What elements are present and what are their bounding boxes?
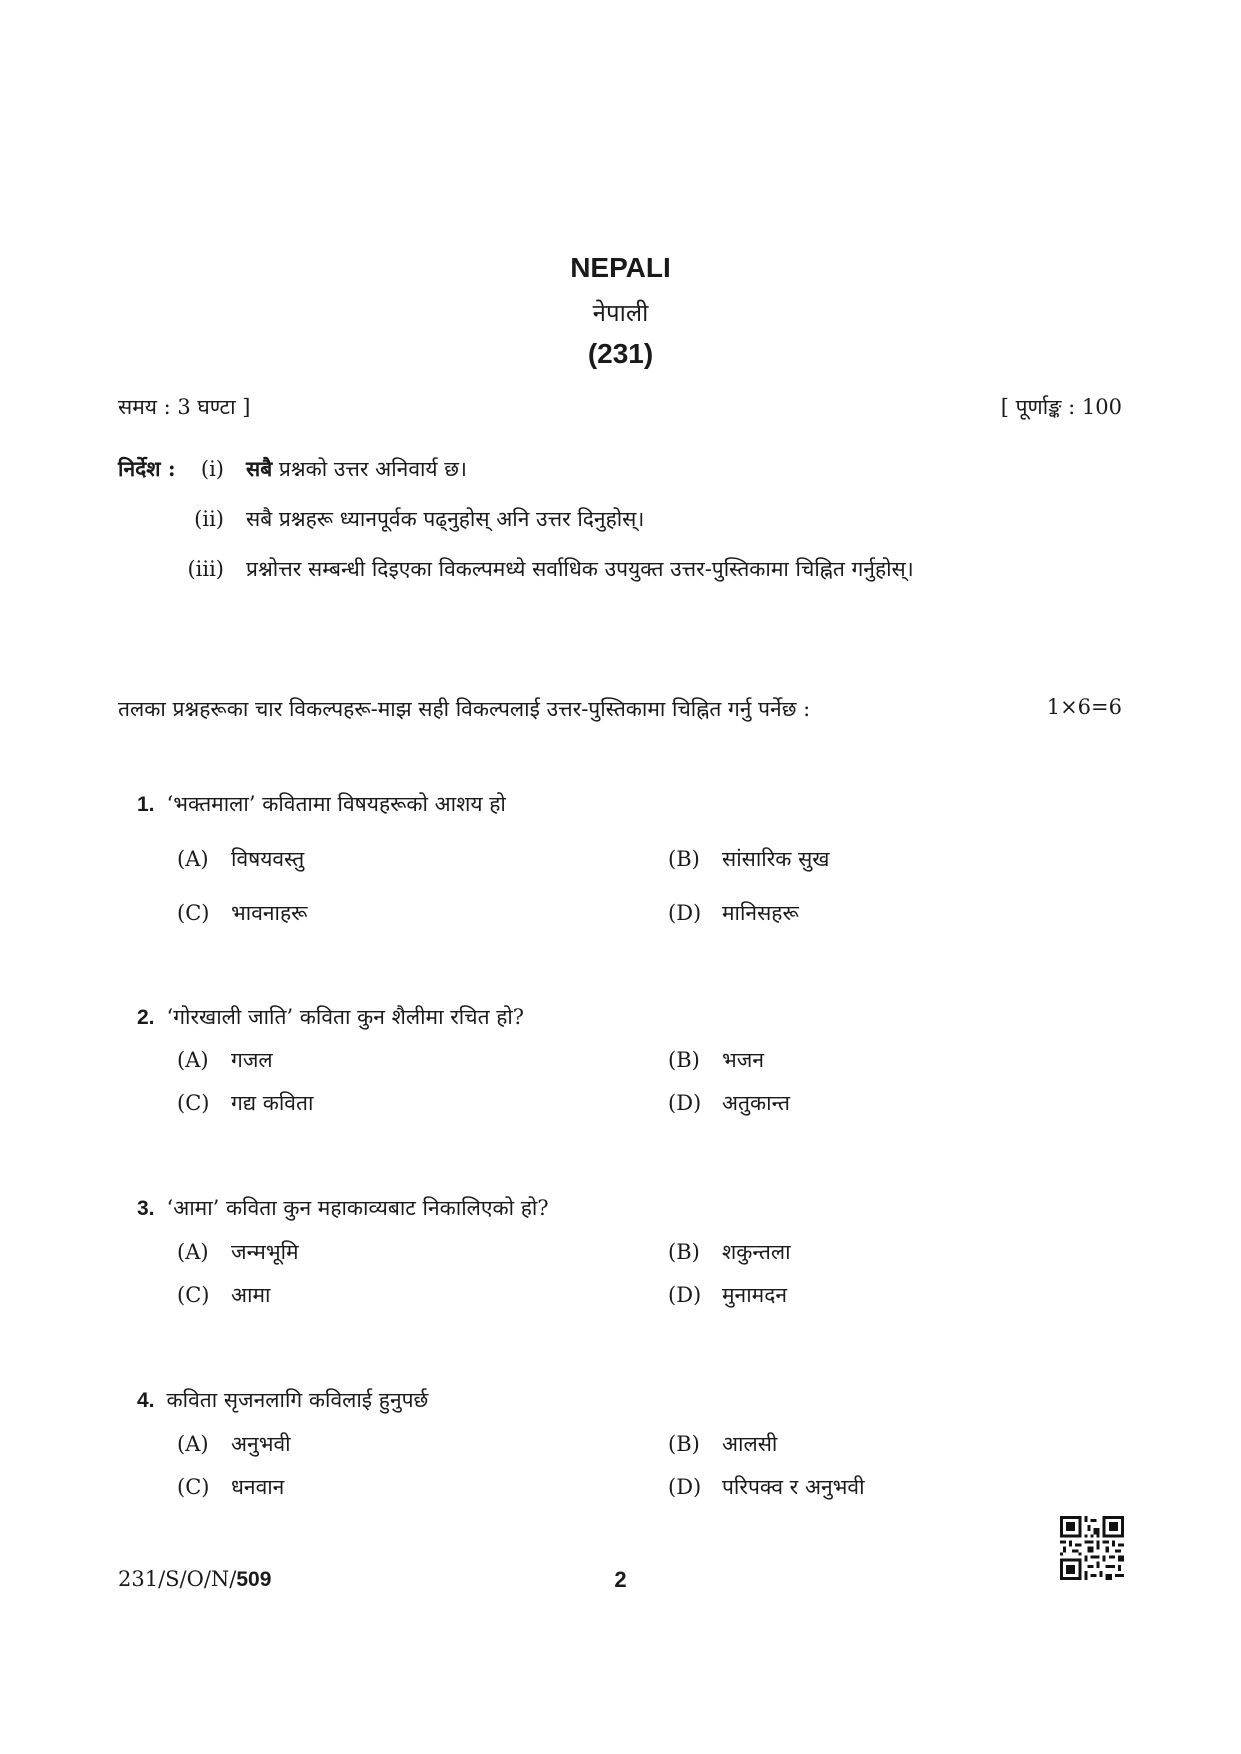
option-label: (D) [668,1475,702,1499]
option-label: (B) [668,1240,700,1264]
option-text: अतुकान्त [722,1091,791,1115]
option-c [177,1089,313,1117]
section-marks: 1×6=6 [1046,695,1122,719]
option-label: (D) [668,1091,702,1115]
option-c [177,899,307,927]
question-text: ‘गोरखाली जाति’ कविता कुन शैलीमा रचित हो? [166,1005,525,1029]
direction-text: सबै प्रश्नहरू ध्यानपूर्वक पढ्नुहोस् अनि उत्तर दिनुहोस्। [246,507,645,531]
option-text: आमा [231,1283,271,1307]
question-number: 3. [137,1197,155,1220]
qr-code-icon [1060,1516,1124,1580]
option-label: (C) [177,901,210,925]
question-text: ‘आमा’ कविता कुन महाकाव्यबाट निकालिएको हो? [166,1196,549,1220]
option-d [668,1281,787,1309]
direction-emphasis: सबै [246,456,273,481]
subject-title-english: NEPALI [570,252,671,283]
option-a [177,1046,273,1074]
option-label: (B) [668,847,700,871]
option-d [668,1089,790,1117]
direction-text: प्रश्नोत्तर सम्बन्धी दिइएका विकल्पमध्ये सर्वाधिक उपयुक्त उत्तर-पुस्तिकामा चिह्नित गर्नुहोस्। [246,557,914,581]
option-text: गद्य कविता [231,1091,314,1115]
option-label: (C) [177,1091,210,1115]
option-text: शकुन्तला [722,1240,791,1264]
option-text: भावनाहरू [231,901,308,925]
question-text: कविता सृजनलागि कविलाई हुनुपर्छ [166,1388,429,1412]
question-number: 4. [137,1389,155,1412]
option-text: मानिसहरू [722,901,799,925]
section-instruction: तलका प्रश्नहरूका चार विकल्पहरू-माझ सही विकल्पलाई उत्तर-पुस्तिकामा चिह्नित गर्नु पर्नेछ : [118,697,811,721]
direction-number: (i) [200,457,224,481]
question-number: 1. [137,793,155,816]
direction-number: (iii) [187,557,224,581]
option-a [177,1430,291,1458]
option-label: (A) [177,1048,209,1072]
direction-item [172,555,914,583]
question-4 [137,1386,428,1414]
subject-code: (231) [587,338,654,369]
option-text: धनवान [231,1475,285,1499]
question-2 [137,1003,524,1031]
option-label: (A) [177,1432,209,1456]
time-allowed: समय : 3 घण्टा ] [118,395,251,419]
option-label: (A) [177,847,209,871]
option-d [668,899,799,927]
option-label: (D) [668,901,702,925]
question-3 [137,1194,549,1222]
option-text: जन्मभूमि [231,1240,299,1264]
option-text: विषयवस्तु [231,847,305,871]
question-1 [137,790,506,818]
direction-item [172,505,644,533]
direction-number: (ii) [194,507,224,531]
option-text: आलसी [722,1432,778,1456]
option-label: (B) [668,1048,700,1072]
paper-code-prefix: 231/S/O/N/ [118,1567,237,1591]
option-text: सांसारिक सुख [722,847,830,871]
option-label: (A) [177,1240,209,1264]
question-number: 2. [137,1006,155,1029]
option-text: मुनामदन [722,1283,788,1307]
option-d [668,1473,865,1501]
paper-code-number: 509 [236,1568,272,1591]
option-text: भजन [722,1048,764,1072]
option-b [668,1238,791,1266]
direction-text: प्रश्नको उत्तर अनिवार्य छ। [272,457,467,481]
option-b [668,845,829,873]
option-label: (C) [177,1283,210,1307]
option-text: अनुभवी [231,1432,291,1456]
question-text: ‘भक्तमाला’ कवितामा विषयहरूको आशय हो [166,792,506,816]
option-label: (C) [177,1475,210,1499]
option-a [177,845,304,873]
option-c [177,1281,270,1309]
maximum-marks: [ पूर्णाङ्क : 100 [1000,395,1122,419]
option-text: परिपक्व र अनुभवी [722,1475,865,1499]
option-b [668,1046,764,1074]
directions-label: निर्देश : [118,456,176,481]
option-label: (D) [668,1283,702,1307]
option-b [668,1430,777,1458]
option-label: (B) [668,1432,700,1456]
page-number: 2 [614,1567,627,1592]
subject-title-nepali: नेपाली [592,299,649,327]
option-a [177,1238,299,1266]
option-c [177,1473,284,1501]
direction-item [172,455,467,483]
option-text: गजल [231,1048,273,1072]
